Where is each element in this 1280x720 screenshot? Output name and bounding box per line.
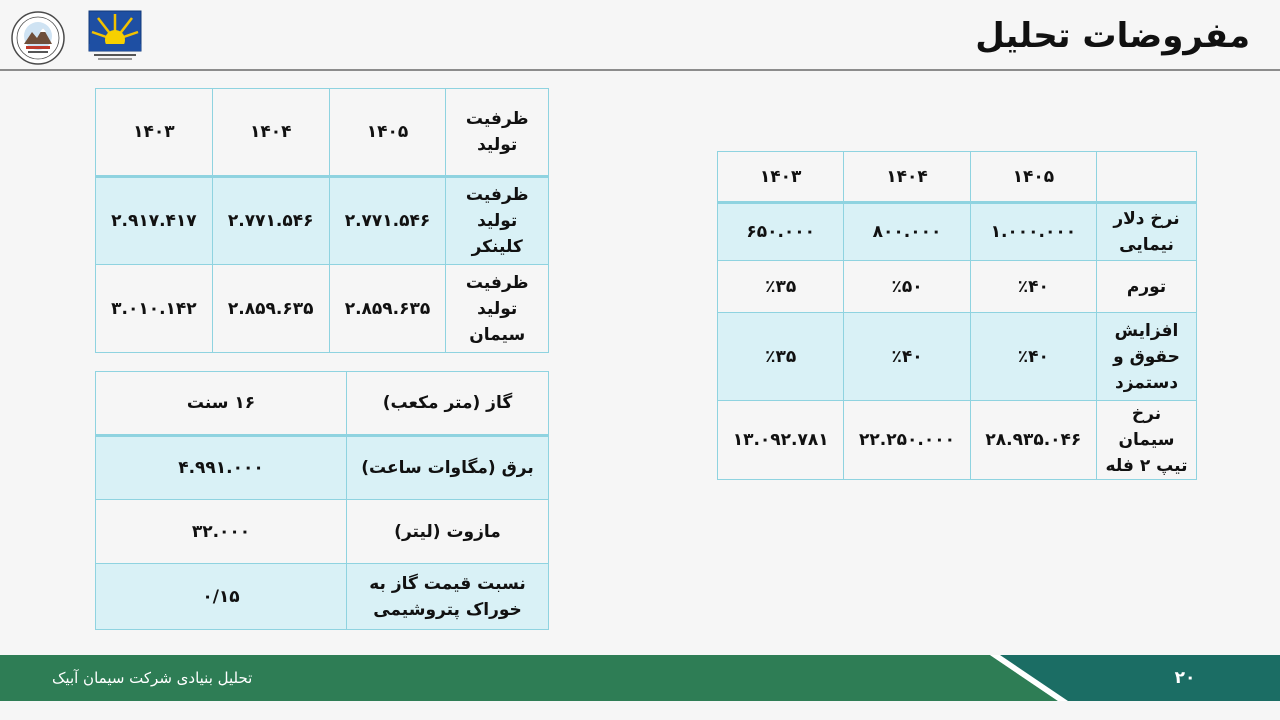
- table-row: [96, 177, 549, 265]
- table-row: [96, 500, 549, 564]
- header-cell: ۱۴۰۳: [718, 152, 844, 203]
- header-cell: ۱۴۰۵: [970, 152, 1096, 203]
- table-cell: ٪۵۰: [844, 261, 970, 313]
- row-label: تورم: [1097, 261, 1197, 313]
- table-cell: ۲.۹۱۷.۴۱۷: [96, 177, 213, 265]
- table-cell: ۸۰۰.۰۰۰: [844, 203, 970, 261]
- table-cell: ٪۳۵: [718, 261, 844, 313]
- table-cell: ۰/۱۵: [96, 564, 347, 630]
- row-label: نرخ دلار نیمایی: [1097, 203, 1197, 261]
- table-cell: ۳۲.۰۰۰: [96, 500, 347, 564]
- table-header-row: [96, 89, 549, 177]
- header-divider: [0, 69, 1280, 71]
- header-cell: ظرفیت تولید: [446, 89, 549, 177]
- page-number: ۲۰: [1174, 668, 1196, 688]
- energy-table: [95, 371, 549, 630]
- capacity-table: [95, 88, 549, 353]
- table-row: [718, 401, 1197, 480]
- table-cell: ۴.۹۹۱.۰۰۰: [96, 436, 347, 500]
- table-row: [718, 203, 1197, 261]
- table-row: [96, 436, 549, 500]
- page-title: مفروضات تحلیل: [975, 16, 1250, 56]
- row-label: نسبت قیمت گاز به خوراک پتروشیمی: [347, 564, 549, 630]
- table-cell: ٪۳۵: [718, 313, 844, 401]
- table-row: [718, 313, 1197, 401]
- header-cell: ۱۴۰۵: [329, 89, 446, 177]
- table-cell: ۲.۷۷۱.۵۴۶: [212, 177, 329, 265]
- table-cell: ٪۴۰: [970, 261, 1096, 313]
- macro-assumptions-table: [717, 151, 1197, 480]
- row-label: برق (مگاوات ساعت): [347, 436, 549, 500]
- footer-company-text: تحلیل بنیادی شرکت سیمان آبیک: [52, 669, 253, 687]
- table-cell: ۱۶ سنت: [96, 372, 347, 436]
- table-cell: ۱.۰۰۰.۰۰۰: [970, 203, 1096, 261]
- row-label: افزایش حقوق و دستمزد: [1097, 313, 1197, 401]
- row-label: مازوت (لیتر): [347, 500, 549, 564]
- header-cell: ۱۴۰۴: [844, 152, 970, 203]
- table-header-row: [718, 152, 1197, 203]
- table-row: [718, 261, 1197, 313]
- company-logo-icon: [88, 10, 142, 64]
- table-cell: ۲۲.۲۵۰.۰۰۰: [844, 401, 970, 480]
- header-cell: ۱۴۰۳: [96, 89, 213, 177]
- table-cell: ۲.۸۵۹.۶۳۵: [212, 265, 329, 353]
- table-cell: ۲.۸۵۹.۶۳۵: [329, 265, 446, 353]
- table-row: [96, 265, 549, 353]
- row-label: ظرفیت تولید سیمان: [446, 265, 549, 353]
- table-row: [96, 564, 549, 630]
- table-cell: ۲.۷۷۱.۵۴۶: [329, 177, 446, 265]
- row-label: ظرفیت تولید کلینکر: [446, 177, 549, 265]
- row-label: نرخ سیمان تیپ ۲ فله: [1097, 401, 1197, 480]
- slide-header: [0, 0, 1280, 70]
- header-cell: ۱۴۰۴: [212, 89, 329, 177]
- table-cell: ۲۸.۹۳۵.۰۴۶: [970, 401, 1096, 480]
- table-cell: ۱۳.۰۹۲.۷۸۱: [718, 401, 844, 480]
- header-cell: [1097, 152, 1197, 203]
- table-cell: ٪۴۰: [844, 313, 970, 401]
- table-cell: ٪۴۰: [970, 313, 1096, 401]
- insurance-logo-icon: [10, 10, 66, 66]
- table-row: [96, 372, 549, 436]
- row-label: گاز (متر مکعب): [347, 372, 549, 436]
- table-cell: ۶۵۰.۰۰۰: [718, 203, 844, 261]
- table-cell: ۳.۰۱۰.۱۴۲: [96, 265, 213, 353]
